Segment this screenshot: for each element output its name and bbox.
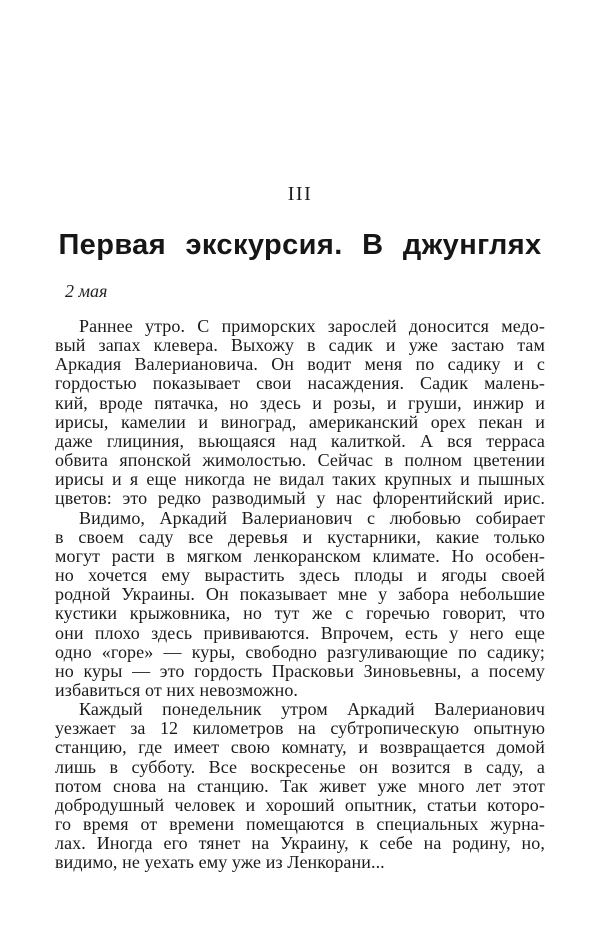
text-line: цветов: это редко разводимый у нас флорентийский ирис.	[55, 488, 545, 509]
text-line: Раннее утро. С приморских зарослей доносится медо-	[79, 316, 545, 336]
paragraph-1	[55, 317, 545, 509]
text-line: потом снова на станцию. Так живет уже много лет этот	[55, 775, 545, 796]
text-line: родной Украины. Он показывает мне у забора небольшие	[55, 584, 545, 605]
text-line: но хочется ему вырастить здесь плоды и ягоды своей	[55, 565, 545, 586]
text-line: добродушный человек и хороший опытник, статьи которо-	[55, 794, 545, 815]
text-line: гордостью показывает свои насаждения. Садик малень-	[55, 373, 545, 394]
text-line: уезжает за 12 километров на субтропическую опытную	[55, 718, 545, 739]
text-line: лах. Иногда его тянет на Украину, к себе на родину, но,	[55, 833, 545, 854]
text-line: Каждый понедельник утром Аркадий Валерианович	[79, 699, 545, 720]
text-line: могут расти в мягком ленкоранском климате. Но особен-	[55, 545, 545, 566]
text-line: ирисы и я еще никогда не видал таких крупных и пышных	[55, 469, 545, 490]
paragraph-2	[55, 509, 545, 701]
text-line: вый запах клевера. Выхожу в садик и уже застаю там	[55, 335, 545, 356]
text-line: в своем саду все деревья и кустарники, какие только	[55, 526, 545, 547]
paragraph-3	[55, 700, 545, 872]
text-line: видимо, не уехать ему уже из Ленкорани...	[55, 852, 385, 873]
text-line: они плохо здесь прививаются. Впрочем, есть у него еще	[55, 622, 545, 643]
text-line: Видимо, Аркадий Валерианович с любовью собирает	[79, 507, 545, 528]
text-line: одно «горе» — куры, свободно разгуливающие по садику;	[55, 641, 545, 662]
text-line: станцию, где имеет свою комнату, и возвращается домой	[55, 737, 545, 758]
chapter-number: III	[287, 183, 313, 205]
text-line: лишь в субботу. Все воскресенье он возится в саду, а	[55, 756, 545, 777]
date-line: 2 мая	[65, 281, 108, 301]
text-line: Аркадия Валериановича. Он водит меня по садику и с	[55, 354, 545, 375]
text-line: обвита японской жимолостью. Сейчас в полном цветении	[55, 450, 545, 471]
text-line: даже глициния, вьющаяся над калиткой. А вся терраса	[55, 430, 545, 451]
text-line: ирисы, камелии и виноград, американский орех пекан и	[55, 411, 545, 432]
text-line: избавиться от них невозможно.	[55, 679, 299, 700]
text-line: кий, вроде пятачка, но здесь и розы, и груши, инжир и	[55, 392, 545, 413]
chapter-title: Первая экскурсия. В джунглях	[58, 229, 542, 261]
text-line: го время от времени помещаются в специальных журна-	[55, 814, 545, 835]
text-line: но куры — это гордость Прасковьи Зиновьевны, а посему	[55, 660, 545, 681]
text-line: кустики крыжовника, но тут же с горечью говорит, что	[55, 603, 545, 624]
body-text	[55, 317, 545, 873]
